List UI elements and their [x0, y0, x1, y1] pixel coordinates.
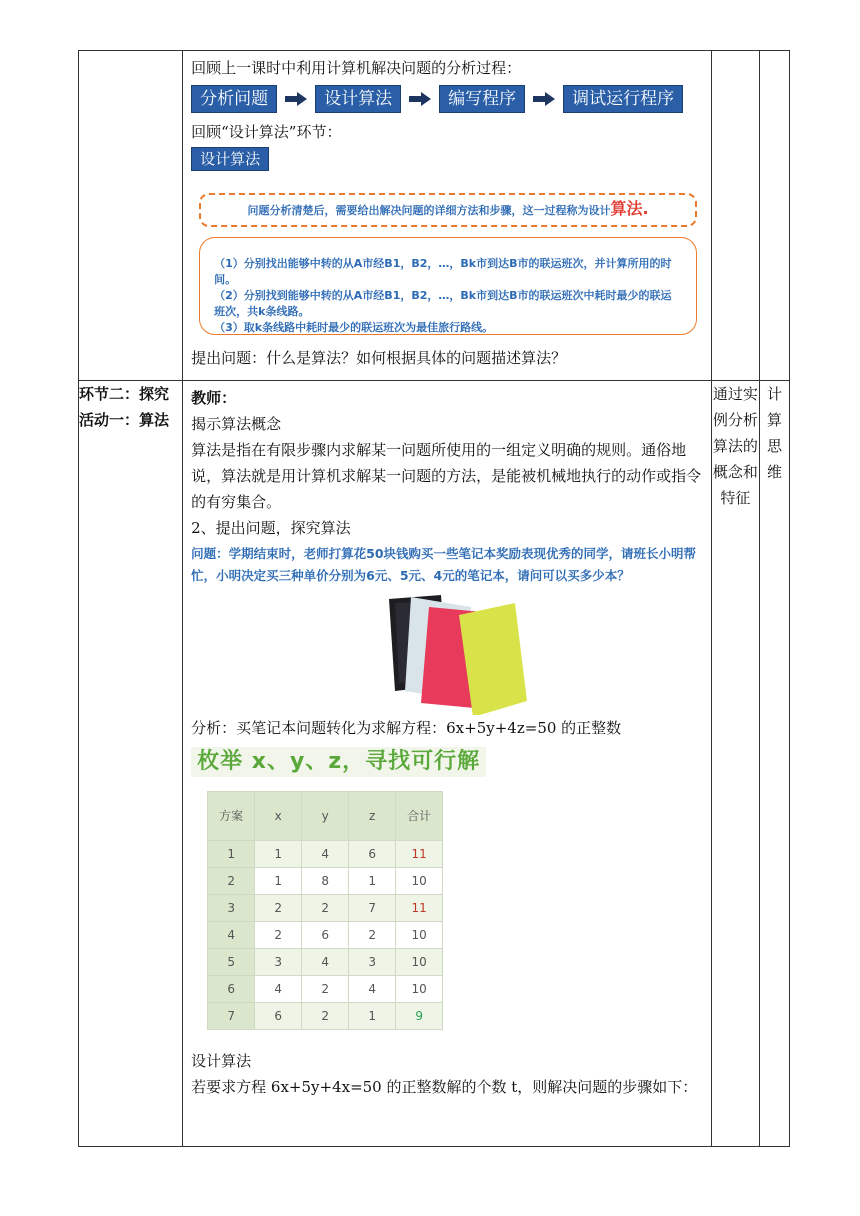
design-line: 设计算法	[191, 1052, 252, 1070]
content-cell-review	[183, 51, 712, 381]
table-row	[208, 895, 443, 922]
table-cell: 11	[396, 841, 443, 868]
table-cell: 11	[396, 895, 443, 922]
table-header: y	[302, 792, 349, 841]
table-header: z	[349, 792, 396, 841]
lesson-table	[78, 50, 790, 1147]
enumerate-banner: 枚举 x、y、z，寻找可行解	[191, 747, 486, 777]
row-review	[79, 51, 790, 381]
table-row	[208, 1003, 443, 1030]
step-item: （1）分别找出能够中转的从A市经B1，B2，…，Bk市到达B市的联运班次，并计算所用的时间。	[214, 257, 672, 286]
arrow-right-icon	[533, 92, 555, 106]
row-explore	[79, 381, 790, 1147]
teacher-label: 教师：	[191, 389, 237, 407]
table-header-row	[208, 792, 443, 841]
definition-paragraph: 算法是指在有限步骤内求解某一问题所使用的一组定义明确的规则。通俗地说，算法就是用计算机求解某一问题的方法，是能被机械地执行的动作或指令的有穷集合。	[191, 441, 702, 511]
table-cell: 2	[208, 868, 255, 895]
item2-line: 2、提出问题，探究算法	[191, 519, 351, 537]
table-header: 合计	[396, 792, 443, 841]
table-cell: 4	[208, 922, 255, 949]
table-cell: 8	[302, 868, 349, 895]
definition-callout	[199, 193, 697, 227]
table-cell: 10	[396, 868, 443, 895]
arrow-right-icon	[409, 92, 431, 106]
flow-step-analyze: 分析问题	[191, 85, 277, 113]
stage-cell-empty	[79, 51, 183, 381]
stage-label: 环节二：探究活动一：算法	[79, 381, 183, 1147]
table-cell: 10	[396, 922, 443, 949]
arrow-right-icon	[285, 92, 307, 106]
table-cell: 2	[302, 976, 349, 1003]
literacy-cell-empty	[759, 51, 789, 381]
table-row	[208, 976, 443, 1003]
table-cell: 2	[255, 922, 302, 949]
steps-callout	[199, 237, 697, 335]
flow-step-design: 设计算法	[315, 85, 401, 113]
table-cell: 4	[302, 949, 349, 976]
analysis-line: 分析：买笔记本问题转化为求解方程：6x+5y+4z=50 的正整数	[191, 719, 622, 737]
table-cell: 6	[349, 841, 396, 868]
table-header: x	[255, 792, 302, 841]
question-line: 提出问题：什么是算法？如何根据具体的问题描述算法？	[191, 349, 567, 367]
table-cell: 1	[208, 841, 255, 868]
table-cell: 6	[255, 1003, 302, 1030]
table-cell: 3	[255, 949, 302, 976]
review-design-line: 回顾“设计算法”环节：	[191, 123, 342, 141]
table-cell: 1	[349, 868, 396, 895]
table-cell: 2	[302, 1003, 349, 1030]
reveal-line: 揭示算法概念	[191, 415, 282, 433]
table-cell: 1	[255, 868, 302, 895]
table-cell: 4	[302, 841, 349, 868]
notebook-icon	[191, 587, 711, 715]
review-line: 回顾上一课时中利用计算机解决问题的分析过程：	[191, 59, 522, 77]
flow-step-code: 编写程序	[439, 85, 525, 113]
table-cell: 10	[396, 949, 443, 976]
table-header: 方案	[208, 792, 255, 841]
table-cell: 3	[349, 949, 396, 976]
table-row	[208, 868, 443, 895]
content-cell-explore	[183, 381, 712, 1147]
table-cell: 4	[349, 976, 396, 1003]
definition-text: 问题分析清楚后，需要给出解决问题的详细方法和步骤，这一过程称为设计	[247, 204, 611, 217]
enumeration-table	[207, 791, 443, 1030]
table-cell: 4	[255, 976, 302, 1003]
table-cell: 1	[349, 1003, 396, 1030]
intent-cell-empty	[711, 51, 759, 381]
step-item: （3）取k条线路中耗时最少的联运班次为最佳旅行路线。	[214, 321, 494, 334]
table-cell: 3	[208, 895, 255, 922]
table-cell: 2	[349, 922, 396, 949]
table-row	[208, 949, 443, 976]
table-cell: 5	[208, 949, 255, 976]
table-cell: 1	[255, 841, 302, 868]
table-cell: 10	[396, 976, 443, 1003]
problem-statement: 问题：学期结束时，老师打算花50块钱购买一些笔记本奖励表现优秀的同学，请班长小明帮忙，小明决定买三种单价分别为6元、5元、4元的笔记本，请问可以买多少本？	[191, 546, 697, 583]
step-item: （2）分别找到能够中转的从A市经B1，B2，…，Bk市到达B市的联运班次中耗时最少的联运班次，共k条线路。	[214, 289, 672, 318]
steps-intro: 若要求方程 6x+5y+4x=50 的正整数解的个数 t，则解决问题的步骤如下：	[191, 1078, 698, 1096]
table-row	[208, 841, 443, 868]
intent-cell: 通过实例分析算法的概念和特征	[711, 381, 759, 1147]
table-cell: 9	[396, 1003, 443, 1030]
notebooks-image	[191, 587, 705, 715]
table-cell: 7	[208, 1003, 255, 1030]
flow-step-debug: 调试运行程序	[563, 85, 683, 113]
definition-emphasis: 算法.	[610, 199, 649, 218]
table-cell: 2	[302, 895, 349, 922]
process-flow	[191, 85, 705, 113]
table-cell: 6	[302, 922, 349, 949]
table-row	[208, 922, 443, 949]
table-cell: 2	[255, 895, 302, 922]
design-algorithm-tag: 设计算法	[191, 147, 269, 171]
table-cell: 7	[349, 895, 396, 922]
table-cell: 6	[208, 976, 255, 1003]
literacy-cell: 计算思维	[759, 381, 789, 1147]
